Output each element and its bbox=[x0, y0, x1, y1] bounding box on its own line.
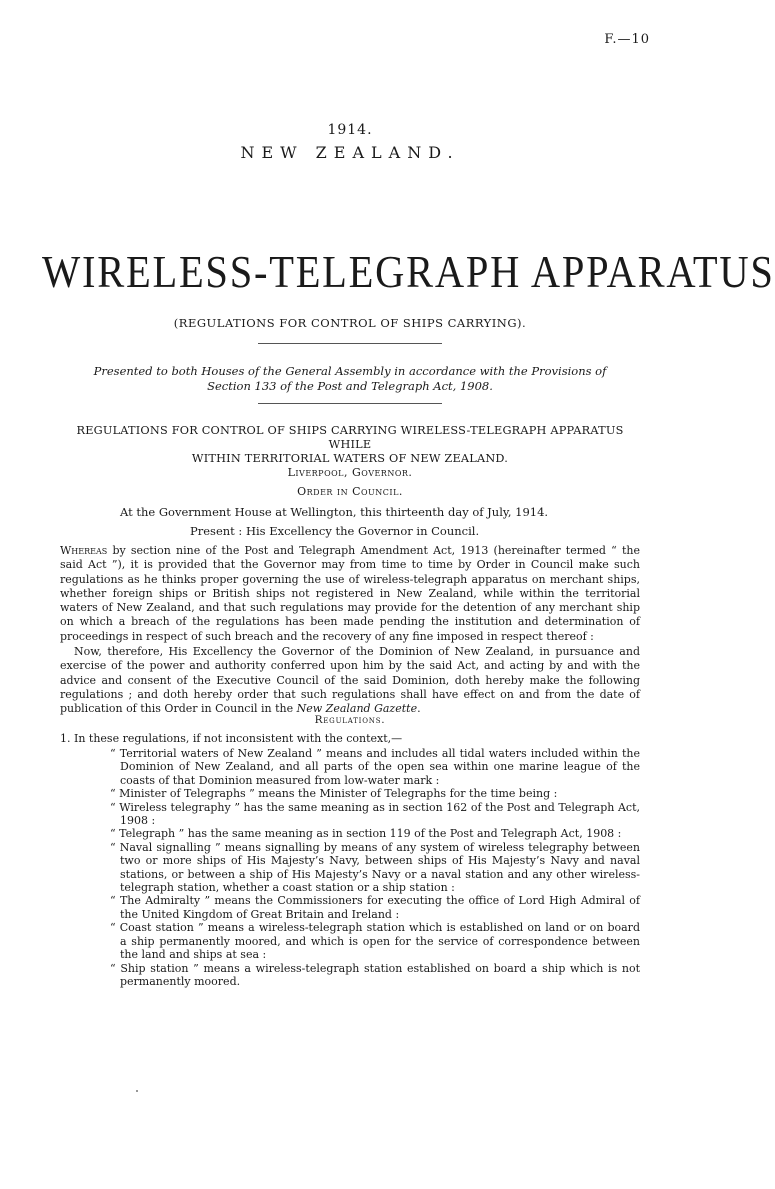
whereas-paragraph bbox=[60, 544, 640, 644]
regulation-1-intro: 1. In these regulations, if not inconsistent with the context,— bbox=[60, 732, 403, 745]
definition-item: “ The Admiralty ” means the Commissioners for executing the office of Lord High Admiral of the United Kingdom of Great Britain and Ireland : bbox=[110, 894, 640, 921]
definition-item: “ Naval signalling ” means signalling by means of any system of wireless telegraphy between two or more ships of His Majesty’s Navy, between ships of His Majesty’s Navy and naval stations, or between a ship of His Majesty’s Navy or a naval station and any other wireless-telegraph station, whether a coast station or a ship station : bbox=[110, 840, 640, 895]
gazette-name: New Zealand Gazette bbox=[296, 702, 418, 716]
document-title: WIRELESS-TELEGRAPH APPARATUS bbox=[42, 246, 775, 297]
present-line: Present : His Excellency the Governor in Council. bbox=[190, 524, 480, 538]
whereas-lead: Whereas bbox=[60, 544, 108, 557]
regulations-heading bbox=[60, 424, 640, 466]
presented-line-2: Section 133 of the Post and Telegraph Act, 1908. bbox=[207, 379, 493, 393]
document-subtitle: (REGULATIONS FOR CONTROL OF SHIPS CARRYING). bbox=[173, 316, 527, 330]
now-text: Now, therefore, His Excellency the Governor of the Dominion of New Zealand, in pursuance and exercise of the power and authority conferred upon him by the said Act, and acting by and with the advice and consent of the Executive Council of the said Dominion, doth hereby make the following regulations ; and doth hereby order that such regulations shall have effect on and from the date of publication of this Order in Council in the bbox=[60, 645, 640, 716]
whereas-text: by section nine of the Post and Telegraph Amendment Act, 1913 (hereinafter termed “ the said Act ”), it is provided that the Governor may from time to time by Order in Council make such regulations as he thinks proper governing the use of wireless-telegraph apparatus on merchant ships, whether foreign ships or British ships not registered in New Zealand, while within the territorial waters of New Zealand, and that such regulations may provide for the detention of any merchant ship on which a breach of the regulations has been made pending the institution and determination of proceedings in respect of such breach and the recovery of any fine imposed in respect thereof : bbox=[60, 544, 640, 643]
country-heading: NEW ZEALAND. bbox=[240, 143, 460, 162]
page-speck bbox=[136, 1090, 138, 1092]
document-year: 1914. bbox=[327, 122, 373, 138]
regulations-heading-line-1: REGULATIONS FOR CONTROL OF SHIPS CARRYING WIRELESS-TELEGRAPH APPARATUS WHILE bbox=[76, 424, 624, 451]
presented-note bbox=[0, 364, 700, 394]
page-reference: F.—10 bbox=[604, 32, 650, 47]
definition-item: “ Minister of Telegraphs ” means the Minister of Telegraphs for the time being : bbox=[110, 787, 558, 801]
regulations-title: Regulations. bbox=[314, 714, 386, 726]
divider-bottom bbox=[258, 403, 442, 404]
definition-item: “ Wireless telegraphy ” has the same meaning as in section 162 of the Post and Telegraph Act, 1908 : bbox=[110, 800, 640, 828]
definition-item: “ Coast station ” means a wireless-telegraph station which is established on land or on board a ship permanently moored, and which is open for the service of correspondence between the land and ships at sea : bbox=[110, 921, 640, 962]
order-in-council-title: Order in Council. bbox=[297, 485, 403, 498]
regulations-heading-line-2: WITHIN TERRITORIAL WATERS OF NEW ZEALAND. bbox=[191, 452, 509, 465]
now-end: . bbox=[417, 702, 421, 716]
place-date-line: At the Government House at Wellington, this thirteenth day of July, 1914. bbox=[120, 505, 549, 519]
definition-item: “ Territorial waters of New Zealand ” means and includes all tidal waters included within the Dominion of New Zealand, and all parts of the open sea within one marine league of the coasts of that Dominion measured from low-water mark : bbox=[110, 747, 640, 787]
presented-line-1: Presented to both Houses of the General Assembly in accordance with the Provisions of bbox=[93, 364, 607, 378]
governor-signature: Liverpool, Governor. bbox=[287, 466, 413, 479]
now-therefore-paragraph bbox=[60, 645, 640, 716]
divider-top bbox=[258, 343, 442, 344]
definition-item: “ Telegraph ” has the same meaning as in section 119 of the Post and Telegraph Act, 1908 : bbox=[110, 827, 622, 841]
definition-item: “ Ship station ” means a wireless-telegraph station established on board a ship which is not permanently moored. bbox=[110, 961, 640, 988]
definitions-list bbox=[110, 747, 640, 988]
